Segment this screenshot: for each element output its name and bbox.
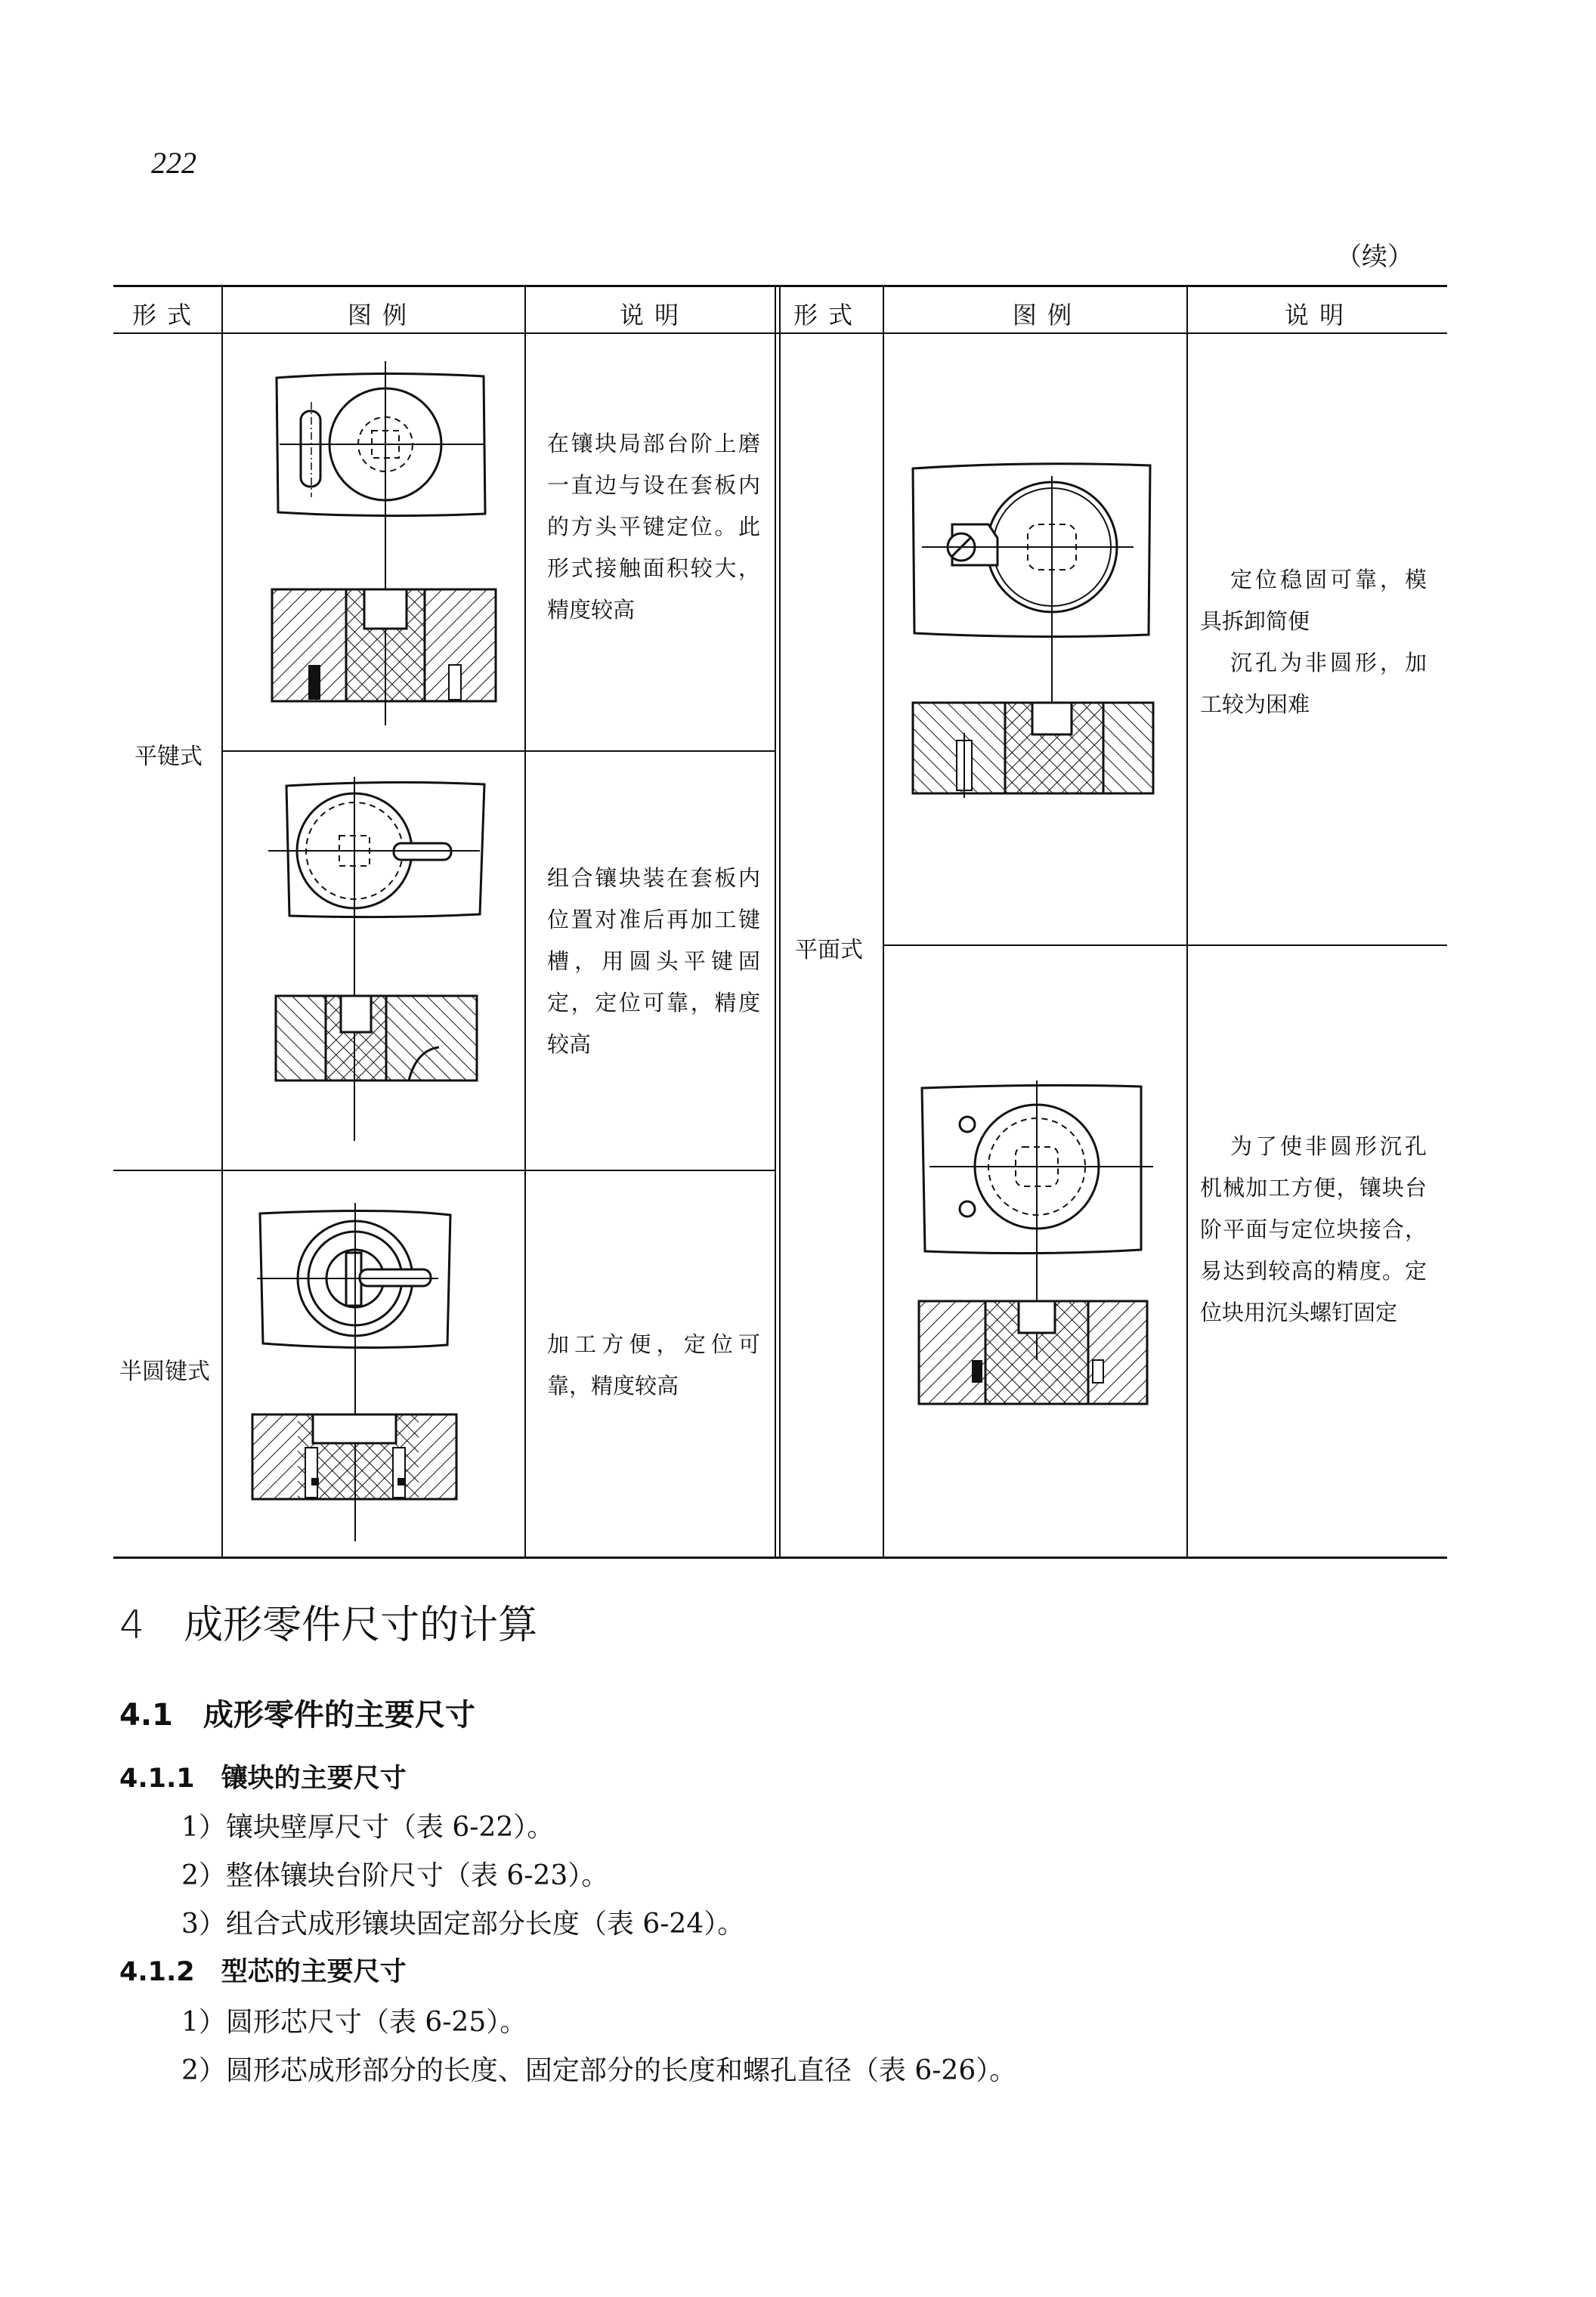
form-flat-surface: 平面式 [795,937,863,963]
right-row-divider-1 [884,944,1447,946]
figure-flat-key-2 [261,771,503,1148]
figure-semicircle-key [249,1194,514,1549]
header-form-left: 形 式 [132,301,193,329]
figure-flat-key-1 [257,355,506,733]
subsection-heading-4-1-1: 4.1.1 镶块的主要尺寸 [119,1764,407,1794]
header-desc-right: 说 明 [1284,301,1346,329]
desc-left-row2: 组合镶块装在套板内位置对准后再加工键槽，用圆头平键固定，定位可靠，精度较高 [547,865,760,1057]
col-rule-2 [524,285,526,1558]
desc-right-row1-line2: 沉孔为非圆形，加工较为困难 [1200,650,1427,717]
col-rule-5 [1186,285,1188,1558]
page-number: 222 [151,146,196,180]
header-figure-right: 图 例 [1012,301,1074,329]
section-heading-4: 4 成形零件尺寸的计算 [119,1603,538,1648]
figure-flat-surface-1 [907,453,1164,808]
header-desc-left: 说 明 [619,301,681,329]
list-item: 1）圆形芯尺寸（表 6-25）。 [181,2007,527,2038]
continued-label: （续） [1336,242,1413,272]
list-item: 2）整体镶块台阶尺寸（表 6-23）。 [181,1860,609,1891]
col-rule-4 [883,285,884,1558]
list-item: 1）镶块壁厚尺寸（表 6-22）。 [181,1812,555,1843]
desc-left-row3: 加工方便，定位可靠，精度较高 [547,1331,760,1399]
desc-left-row1: 在镶块局部台阶上磨一直边与设在套板内的方头平键定位。此形式接触面积较大，精度较高 [547,431,760,623]
list-item: 2）圆形芯成形部分的长度、固定部分的长度和螺孔直径（表 6-26）。 [181,2055,1017,2086]
list-item: 3）组合式成形镶块固定部分长度（表 6-24）。 [181,1909,745,1940]
left-row-divider-1 [223,750,775,752]
header-figure-left: 图 例 [347,301,409,329]
subsection-heading-4-1-2: 4.1.2 型芯的主要尺寸 [119,1957,407,1987]
form-semicircle-key: 半圆键式 [119,1359,210,1385]
col-rule-3a [775,285,776,1558]
form-flat-key: 平键式 [135,744,203,770]
header-form-right: 形 式 [793,301,855,329]
col-rule-3b [779,285,781,1558]
figure-flat-surface-2 [914,1073,1164,1421]
col-rule-1 [221,285,223,1558]
left-row-divider-2 [113,1170,775,1171]
desc-right-row1-line1: 定位稳固可靠，模具拆卸简便 [1200,567,1427,634]
desc-right-row2: 为了使非圆形沉孔机械加工方便，镶块台阶平面与定位块接合，易达到较高的精度。定位块用沉头螺钉固定 [1200,1133,1427,1325]
section-heading-4-1: 4.1 成形零件的主要尺寸 [119,1698,475,1733]
